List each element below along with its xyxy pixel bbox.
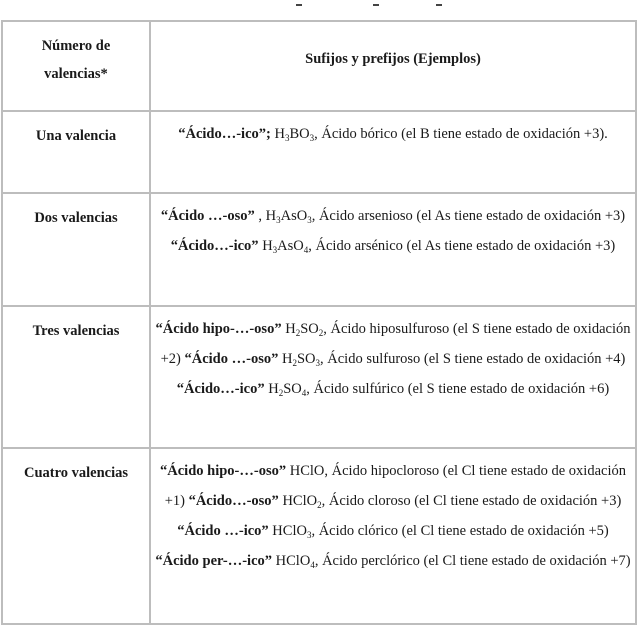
valence-label: Una valencia: [2, 111, 150, 193]
example-text: , Ácido arsénico (el As tiene estado de oxidación +3): [308, 238, 616, 254]
header-number-of-valences: Número de valencias*: [2, 21, 150, 111]
formula-subscript: 3: [272, 245, 278, 255]
table-row: [2, 448, 636, 624]
acid-pattern-label: “Ácido per-…-ico”: [155, 553, 273, 569]
valence-label: Tres valencias: [2, 306, 150, 448]
acid-pattern-label: “Ácido…-ico”;: [178, 126, 271, 142]
formula-subscript: 2: [295, 328, 301, 338]
example-text: H: [281, 321, 296, 337]
example-text: H: [258, 238, 273, 254]
table-row: [2, 111, 636, 193]
valence-examples: [150, 111, 636, 193]
formula-subscript: 3: [309, 133, 315, 143]
example-text: HClO: [272, 553, 311, 569]
example-text: , Ácido sulfúrico (el S tiene estado de oxidación +6): [306, 381, 610, 397]
example-text: H: [270, 126, 285, 142]
example-text: , Ácido arsenioso (el As tiene estado de oxidación +3): [311, 208, 626, 224]
formula-subscript: 2: [318, 328, 324, 338]
valence-examples: [150, 306, 636, 448]
example-text: , Ácido clórico (el Cl tiene estado de oxidación +5): [311, 523, 609, 539]
formula-subscript: 3: [276, 215, 281, 225]
acid-pattern-label: “Ácido…-ico”: [176, 381, 265, 397]
formula-subscript: 2: [292, 358, 297, 368]
example-text: SO: [296, 351, 316, 367]
example-text: , H: [254, 208, 277, 224]
example-text: HClO, Ácido hipocloroso (el Cl tiene estado de oxidación +1): [164, 463, 626, 509]
example-text: , Ácido perclórico (el Cl tiene estado de oxidación +7): [314, 553, 631, 569]
acid-pattern-label: “Ácido…-ico”: [170, 238, 259, 254]
table-row: [2, 193, 636, 306]
example-text: AsO: [277, 238, 304, 254]
valence-label: Cuatro valencias: [2, 448, 150, 624]
example-text: HClO: [268, 523, 307, 539]
valences-table: [1, 20, 637, 625]
example-text: H: [278, 351, 293, 367]
formula-subscript: 3: [284, 133, 290, 143]
example-text: SO: [300, 321, 319, 337]
formula-subscript: 3: [307, 215, 312, 225]
formula-subscript: 4: [301, 388, 307, 398]
acid-pattern-label: “Ácido hipo-…-oso”: [155, 321, 282, 337]
acid-pattern-label: “Ácido …-oso”: [184, 351, 279, 367]
formula-subscript: 3: [306, 530, 312, 540]
header-suffixes-prefixes: Sufijos y prefijos (Ejemplos): [150, 21, 636, 111]
formula-subscript: 2: [278, 388, 284, 398]
valence-label: Dos valencias: [2, 193, 150, 306]
formula-subscript: 4: [303, 245, 309, 255]
example-text: , Ácido cloroso (el Cl tiene estado de oxidación +3): [321, 493, 622, 509]
cropped-previous-row-marks: [0, 4, 640, 12]
valence-examples: [150, 448, 636, 624]
table-row: [2, 306, 636, 448]
example-text: SO: [283, 381, 302, 397]
example-text: HClO: [278, 493, 318, 509]
valence-examples: [150, 193, 636, 306]
formula-subscript: 3: [315, 358, 321, 368]
example-text: BO: [289, 126, 310, 142]
example-text: AsO: [280, 208, 308, 224]
formula-subscript: 4: [310, 560, 315, 570]
example-text: , Ácido sulfuroso (el S tiene estado de oxidación +4): [320, 351, 626, 367]
example-text: , Ácido bórico (el B tiene estado de oxidación +3).: [314, 126, 608, 142]
header-row: [2, 21, 636, 111]
acid-pattern-label: “Ácido …-ico”: [177, 523, 269, 539]
acid-pattern-label: “Ácido …-oso”: [160, 208, 255, 224]
example-text: , Ácido hiposulfuroso (el S tiene estado de oxidación +2): [160, 321, 631, 367]
acid-pattern-label: “Ácido hipo-…-oso”: [160, 463, 287, 479]
acid-pattern-label: “Ácido…-oso”: [188, 493, 279, 509]
example-text: H: [264, 381, 279, 397]
formula-subscript: 2: [317, 500, 322, 510]
